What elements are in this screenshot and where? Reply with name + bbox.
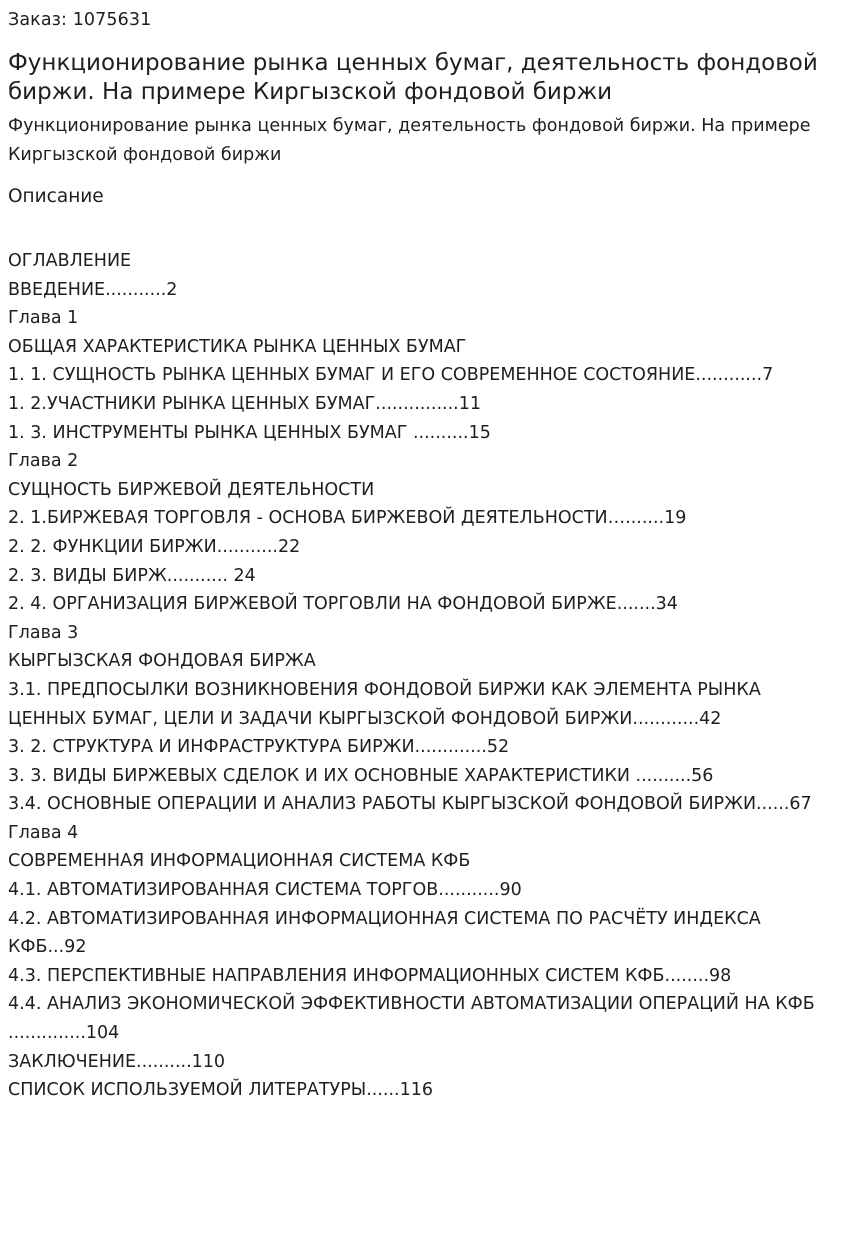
- toc-chapter-4-label: Глава 4: [8, 822, 79, 843]
- toc-entry-4-3: 4.3. ПЕРСПЕКТИВНЫЕ НАПРАВЛЕНИЯ ИНФОРМАЦИОННЫХ СИСТЕМ КФБ........98: [8, 965, 732, 986]
- toc-chapter-1-label: Глава 1: [8, 308, 79, 329]
- document-title: Функционирование рынка ценных бумаг, деятельность фондовой биржи. На примере Киргызской фондовой биржи: [8, 50, 818, 105]
- toc-entry-1-1: 1. 1. СУЩНОСТЬ РЫНКА ЦЕННЫХ БУМАГ И ЕГО СОВРЕМЕННОЕ СОСТОЯНИЕ............7: [8, 365, 774, 386]
- table-of-contents: [8, 247, 844, 1105]
- toc-entry-2-3: 2. 3. ВИДЫ БИРЖ........... 24: [8, 565, 256, 586]
- toc-entry-bibliography: СПИСОК ИСПОЛЬЗУЕМОЙ ЛИТЕРАТУРЫ......116: [8, 1080, 433, 1101]
- toc-entry-4-1: 4.1. АВТОМАТИЗИРОВАННАЯ СИСТЕМА ТОРГОВ...........90: [8, 880, 522, 901]
- toc-entry-3-2: 3. 2. СТРУКТУРА И ИНФРАСТРУКТУРА БИРЖИ.............52: [8, 737, 510, 758]
- document-page: [8, 0, 844, 1105]
- toc-entry-1-3: 1. 3. ИНСТРУМЕНТЫ РЫНКА ЦЕННЫХ БУМАГ ..........15: [8, 422, 491, 443]
- toc-entry-2-4: 2. 4. ОРГАНИЗАЦИЯ БИРЖЕВОЙ ТОРГОВЛИ НА ФОНДОВОЙ БИРЖЕ.......34: [8, 594, 678, 615]
- toc-entry-2-1: 2. 1.БИРЖЕВАЯ ТОРГОВЛЯ - ОСНОВА БИРЖЕВОЙ ДЕЯТЕЛЬНОСТИ….......19: [8, 508, 687, 529]
- toc-entry-3-3: 3. 3. ВИДЫ БИРЖЕВЫХ СДЕЛОК И ИХ ОСНОВНЫЕ ХАРАКТЕРИСТИКИ ..........56: [8, 765, 714, 786]
- toc-chapter-4-title: СОВРЕМЕННАЯ ИНФОРМАЦИОННАЯ СИСТЕМА КФБ: [8, 851, 471, 872]
- toc-entry-conclusion: ЗАКЛЮЧЕНИЕ..........110: [8, 1051, 226, 1072]
- toc-chapter-3-label: Глава 3: [8, 622, 79, 643]
- description-heading: Описание: [8, 186, 104, 207]
- toc-chapter-2-title: СУЩНОСТЬ БИРЖЕВОЙ ДЕЯТЕЛЬНОСТИ: [8, 479, 375, 500]
- toc-heading: ОГЛАВЛЕНИЕ: [8, 251, 132, 271]
- toc-entry-introduction: ВВЕДЕНИЕ...........2: [8, 279, 178, 300]
- toc-entry-3-4: 3.4. ОСНОВНЫЕ ОПЕРАЦИИ И АНАЛИЗ РАБОТЫ КЫРГЫЗСКОЙ ФОНДОВОЙ БИРЖИ......67: [8, 794, 812, 815]
- document-subtitle: Функционирование рынка ценных бумаг, деятельность фондовой биржи. На примере Киргызской фондовой биржи: [8, 116, 811, 165]
- order-number: Заказ: 1075631: [8, 10, 152, 30]
- toc-chapter-2-label: Глава 2: [8, 451, 79, 472]
- toc-entry-2-2: 2. 2. ФУНКЦИИ БИРЖИ...........22: [8, 536, 301, 557]
- toc-chapter-1-title: ОБЩАЯ ХАРАКТЕРИСТИКА РЫНКА ЦЕННЫХ БУМАГ: [8, 336, 467, 357]
- toc-entry-3-1: 3.1. ПРЕДПОСЫЛКИ ВОЗНИКНОВЕНИЯ ФОНДОВОЙ БИРЖИ КАК ЭЛЕМЕНТА РЫНКА ЦЕННЫХ БУМАГ, ЦЕЛИ И ЗАДАЧИ КЫРГЫЗСКОЙ ФОНДОВОЙ БИРЖИ............42: [8, 679, 761, 729]
- toc-chapter-3-title: КЫРГЫЗСКАЯ ФОНДОВАЯ БИРЖА: [8, 651, 316, 672]
- toc-entry-4-4: 4.4. АНАЛИЗ ЭКОНОМИЧЕСКОЙ ЭФФЕКТИВНОСТИ АВТОМАТИЗАЦИИ ОПЕРАЦИЙ НА КФБ ..............104: [8, 994, 815, 1044]
- toc-entry-4-2: 4.2. АВТОМАТИЗИРОВАННАЯ ИНФОРМАЦИОННАЯ СИСТЕМА ПО РАСЧЁТУ ИНДЕКСА КФБ...92: [8, 908, 761, 958]
- toc-entry-1-2: 1. 2.УЧАСТНИКИ РЫНКА ЦЕННЫХ БУМАГ...............11: [8, 393, 482, 414]
